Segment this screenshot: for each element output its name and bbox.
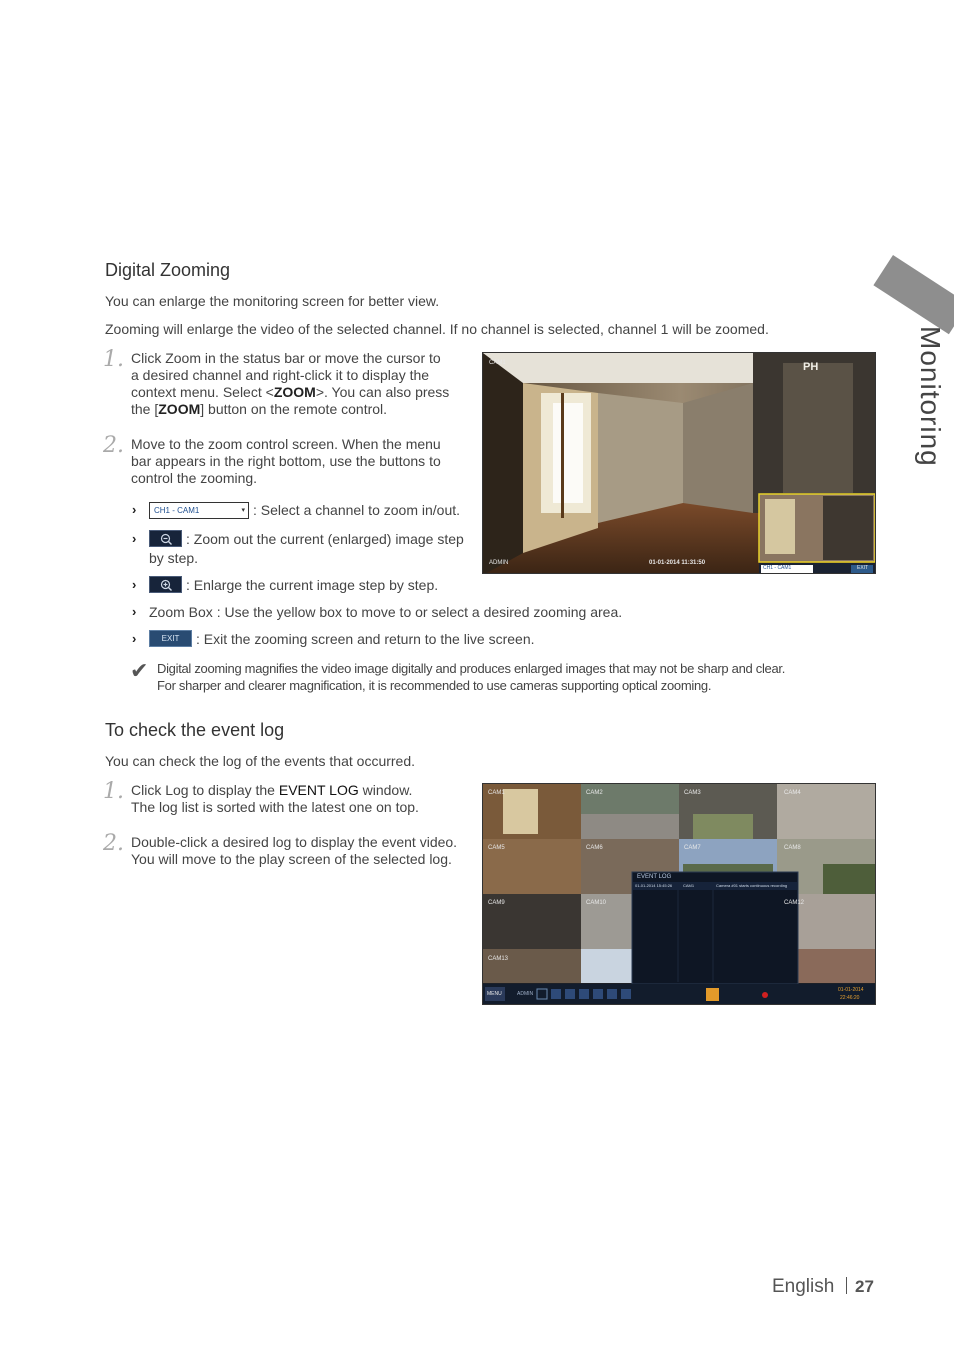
step-number-1: 1. xyxy=(103,779,124,804)
cam-label: CAM7 xyxy=(684,845,701,851)
zoom-in-button[interactable] xyxy=(149,576,182,593)
zoom-screenshot xyxy=(482,352,876,574)
log-step-1-text: Click Log to display the EVENT LOG window. The log list is sorted with the latest one on top. xyxy=(131,782,419,815)
zoom-out-desc-2: by step. xyxy=(149,550,199,566)
digital-zooming-heading: Digital Zooming xyxy=(105,260,231,280)
bullet-marker: › xyxy=(132,631,137,646)
zoom-out-button[interactable] xyxy=(149,530,182,547)
event-log-row-event: Camera #01 starts continuous recording xyxy=(716,883,788,888)
event-log-intro: You can check the log of the events that occurred. xyxy=(105,753,416,769)
event-log-heading: To check the event log xyxy=(105,720,285,740)
zoom-in-desc: : Enlarge the current image step by step. xyxy=(186,577,439,593)
digital-zooming-intro-1: You can enlarge the monitoring screen for better view. xyxy=(105,293,440,309)
cam-label: CAM13 xyxy=(488,956,509,962)
menu-button: MENU xyxy=(487,991,502,997)
cam-label: CAM3 xyxy=(684,790,701,796)
cam-label: CAM10 xyxy=(586,900,607,906)
footer-divider xyxy=(846,1277,847,1294)
exit-button[interactable]: EXIT xyxy=(149,630,192,647)
zoom-box-desc: Zoom Box : Use the yellow box to move to or select a desired zooming area. xyxy=(149,604,623,620)
footer-language: English xyxy=(772,1276,835,1297)
user-label: ADMIN xyxy=(517,991,534,997)
ph-sign: PH xyxy=(803,361,819,373)
log-step-2-text: Double-click a desired log to display the event video. You will move to the play screen of the selected log. xyxy=(131,834,458,867)
step-number-1: 1. xyxy=(103,347,124,372)
channel-select-desc: : Select a channel to zoom in/out. xyxy=(253,502,461,518)
zoom-step-2-text: Move to the zoom control screen. When the menu bar appears in the right bottom, use the buttons to control the zooming. xyxy=(131,436,441,486)
user-label: ADMIN xyxy=(489,560,509,566)
cam-label: CAM5 xyxy=(488,845,505,851)
status-date: 01-01-2014 xyxy=(838,987,864,993)
zoom-out-desc-1: : Zoom out the current (enlarged) image step xyxy=(186,531,464,547)
zoom-in-icon xyxy=(160,579,173,592)
zoom-step-1-text: Click Zoom in the status bar or move the cursor to a desired channel and right-click it to display the context menu. Select <ZOOM>. You can also press the [ZOOM] button on the remote control. xyxy=(131,350,450,417)
cam-label: CAM2 xyxy=(586,790,603,796)
exit-desc: : Exit the zooming screen and return to the live screen. xyxy=(196,631,535,647)
chevron-down-icon: ▾ xyxy=(241,507,245,514)
digital-zooming-intro-2: Zooming will enlarge the video of the selected channel. If no channel is selected, channel 1 will be zoomed. xyxy=(105,321,769,337)
mini-channel-select: CH1 - CAM1 xyxy=(763,565,792,571)
timestamp: 01-01-2014 11:31:50 xyxy=(649,560,706,566)
cam-label: CAM6 xyxy=(586,845,603,851)
mini-exit-button: EXIT xyxy=(857,565,869,571)
note-line-1: Digital zooming magnifies the video image digitally and produces enlarged images that may not be sharp and clear. xyxy=(157,661,786,676)
event-log-window-title: EVENT LOG xyxy=(637,874,672,880)
status-time: 22:46:20 xyxy=(840,995,860,1001)
bullet-marker: › xyxy=(132,502,137,517)
event-log-row-cam: CAM1 xyxy=(683,883,695,888)
bullet-marker: › xyxy=(132,604,137,619)
note-line-2: For sharper and clearer magnification, it is recommended to use cameras supporting optical zooming. xyxy=(157,678,712,693)
cam-label: CAM4 xyxy=(784,790,801,796)
event-log-screenshot xyxy=(482,783,876,1005)
step-number-2: 2. xyxy=(103,831,124,856)
bullet-marker: › xyxy=(132,577,137,592)
cam-label: CAM1 xyxy=(489,360,506,366)
cam-label: CAM1 xyxy=(488,790,505,796)
checkmark-icon: ✔ xyxy=(130,658,149,683)
cam-label: CAM9 xyxy=(488,900,505,906)
bullet-marker: › xyxy=(132,531,137,546)
channel-select[interactable]: CH1 - CAM1 ▾ xyxy=(149,502,249,519)
cam-label: CAM8 xyxy=(784,845,801,851)
event-log-row-date: 01-01-2014 15:45:26 xyxy=(635,883,673,888)
page-number: 27 xyxy=(855,1277,874,1296)
cam-label: CAM12 xyxy=(784,900,805,906)
step-number-2: 2. xyxy=(103,433,124,458)
side-tab-band xyxy=(873,255,954,334)
side-tab-label: Monitoring xyxy=(915,326,946,467)
zoom-out-icon xyxy=(160,533,173,546)
